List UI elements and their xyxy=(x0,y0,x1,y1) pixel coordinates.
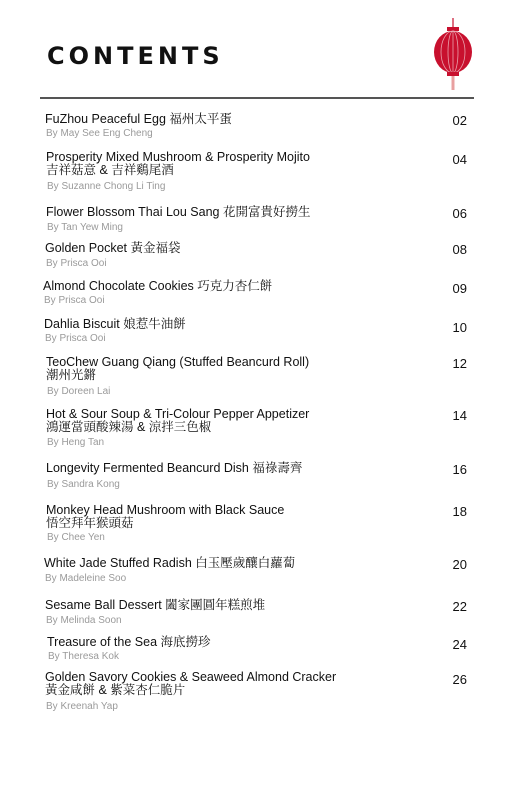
entry-title: Treasure of the Sea 海底撈珍 xyxy=(47,635,211,649)
entry-title: TeoChew Guang Qiang (Stuffed Beancurd Roll) xyxy=(46,355,310,369)
entry-page-number: 20 xyxy=(452,557,467,572)
entry-page-number: 14 xyxy=(452,408,467,423)
entry-author: By Doreen Lai xyxy=(47,386,111,397)
entry-title: Golden Savory Cookies & Seaweed Almond Cracker xyxy=(45,670,337,684)
entry-author: By Sandra Kong xyxy=(47,479,120,490)
entry-title-chinese: 吉祥菇意 & 吉祥鷄尾酒 xyxy=(46,163,174,177)
entry-author: By Suzanne Chong Li Ting xyxy=(47,181,166,192)
entry-author: By Prisca Ooi xyxy=(44,295,105,306)
entry-author: By Theresa Kok xyxy=(48,651,119,662)
entry-author: By Prisca Ooi xyxy=(45,333,106,344)
entry-title-chinese: 潮州光鏘 xyxy=(46,368,97,382)
entry-page-number: 18 xyxy=(452,504,467,519)
entry-author: By May See Eng Cheng xyxy=(46,128,153,139)
entry-page-number: 22 xyxy=(452,599,467,614)
entry-page-number: 10 xyxy=(452,320,467,335)
entry-author: By Prisca Ooi xyxy=(46,258,107,269)
entry-author: By Tan Yew Ming xyxy=(47,222,123,233)
entry-page-number: 12 xyxy=(452,356,467,371)
entry-page-number: 06 xyxy=(452,206,467,221)
entry-page-number: 26 xyxy=(452,672,467,687)
entry-title: FuZhou Peaceful Egg 福州太平蛋 xyxy=(45,112,232,126)
entry-title: White Jade Stuffed Radish 白玉壓歲釀白蘿蔔 xyxy=(44,556,296,570)
entry-title: Longevity Fermented Beancurd Dish 福祿壽齊 xyxy=(46,461,303,475)
chinese-lantern-icon xyxy=(430,18,476,92)
entry-title: Prosperity Mixed Mushroom & Prosperity Mojito xyxy=(46,150,310,164)
entry-title: Almond Chocolate Cookies 巧克力杏仁餅 xyxy=(43,279,273,293)
entry-author: By Chee Yen xyxy=(47,532,105,543)
entry-title-chinese: 悟空拜年猴頭菇 xyxy=(46,516,134,530)
entry-page-number: 02 xyxy=(452,113,467,128)
entry-title-chinese: 鴻運當頭酸辣湯 & 涼拌三色椒 xyxy=(46,420,212,434)
entry-title: Sesame Ball Dessert 闔家團圓年糕煎堆 xyxy=(45,598,266,612)
entry-author: By Heng Tan xyxy=(47,437,105,448)
page-title: CONTENTS xyxy=(47,42,224,70)
header-divider xyxy=(40,97,474,99)
entry-page-number: 08 xyxy=(452,242,467,257)
entry-page-number: 09 xyxy=(452,281,467,296)
entry-title: Hot & Sour Soup & Tri-Colour Pepper Appetizer xyxy=(46,407,310,421)
entry-page-number: 04 xyxy=(452,152,467,167)
entry-author: By Kreenah Yap xyxy=(46,701,118,712)
entry-title: Flower Blossom Thai Lou Sang 花開富貴好撈生 xyxy=(46,205,311,219)
entry-title-chinese: 黃金咸餅 & 紫菜杏仁脆片 xyxy=(45,683,186,697)
entry-author: By Melinda Soon xyxy=(46,615,122,626)
entry-author: By Madeleine Soo xyxy=(45,573,127,584)
entry-page-number: 24 xyxy=(452,637,467,652)
entry-title: Monkey Head Mushroom with Black Sauce xyxy=(46,503,285,517)
entry-title: Golden Pocket 黃金福袋 xyxy=(45,241,181,255)
entry-title: Dahlia Biscuit 娘惹牛油餅 xyxy=(44,317,186,331)
entry-page-number: 16 xyxy=(452,462,467,477)
